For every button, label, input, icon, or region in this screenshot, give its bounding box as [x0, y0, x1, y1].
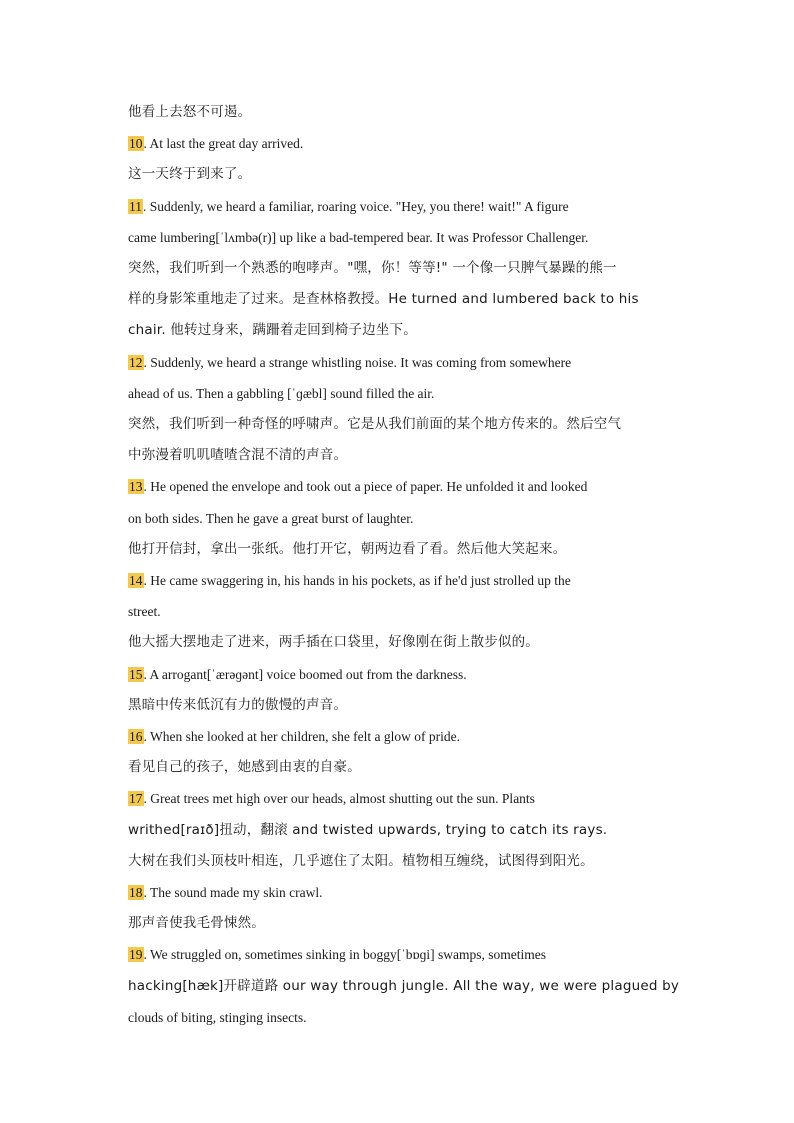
line-text: 这一天终于到来了。: [128, 166, 252, 183]
line-text: 突然，我们听到一个熟悉的咆哮声。"嘿，你！等等!" 一个像一只脾气暴躁的熊一: [128, 260, 617, 277]
text-line: [128, 1002, 668, 1033]
line-text: . We struggled on, sometimes sinking in boggy[ˈbɒɡi] swamps, sometimes: [143, 947, 546, 963]
line-text: 黑暗中传来低沉有力的傲慢的声音。: [128, 696, 348, 713]
sentence-line: [128, 659, 668, 690]
line-text: 中弥漫着叽叽喳喳含混不清的声音。: [128, 447, 348, 464]
sentence-line: [128, 877, 668, 908]
text-line: [128, 815, 668, 846]
sentence-number: 11: [129, 198, 142, 214]
line-text: 大树在我们头顶枝叶相连，几乎遮住了太阳。植物相互缠绕，试图得到阳光。: [128, 852, 594, 869]
line-text: street.: [128, 604, 161, 620]
line-text: . The sound made my skin crawl.: [143, 885, 323, 901]
sentence-number: 16: [129, 729, 143, 745]
line-text: writhed[raɪð]扭动，翻滚 and twisted upwards, trying to catch its rays.: [128, 821, 608, 838]
line-text: 那声音使我毛骨悚然。: [128, 915, 265, 932]
text-line: [128, 253, 668, 284]
line-text: 他大摇大摆地走了进来，两手插在口袋里，好像刚在街上散步似的。: [128, 634, 539, 651]
line-text: 他打开信封，拿出一张纸。他打开它，朝两边看了看。然后他大笑起来。: [128, 540, 567, 557]
line-text: 突然，我们听到一种奇怪的呼啸声。它是从我们前面的某个地方传来的。然后空气: [128, 416, 622, 433]
sentence-line: [128, 721, 668, 752]
line-text: clouds of biting, stinging insects.: [128, 1009, 307, 1025]
sentence-number: 18: [129, 885, 143, 901]
text-line: [128, 534, 668, 565]
text-line: [128, 159, 668, 190]
sentence-line: [128, 471, 668, 502]
sentence-number: 14: [129, 573, 143, 589]
sentence-line: [128, 783, 668, 814]
text-line: [128, 596, 668, 627]
line-text: . Great trees met high over our heads, almost shutting out the sun. Plants: [143, 791, 535, 807]
sentence-number: 13: [129, 479, 143, 495]
sentence-line: [128, 939, 668, 970]
text-line: [128, 222, 668, 253]
text-line: [128, 690, 668, 721]
text-line: [128, 627, 668, 658]
line-text: hacking[hæk]开辟道路 our way through jungle. All the way, we were plagued by: [128, 977, 680, 994]
text-line: [128, 440, 668, 471]
text-line: [128, 409, 668, 440]
text-line: [128, 908, 668, 939]
line-text: chair. 他转过身来，蹒跚着走回到椅子边坐下。: [128, 322, 417, 339]
text-line: [128, 971, 680, 1002]
sentence-number: 19: [129, 947, 143, 963]
line-text: 看见自己的孩子，她感到由衷的自豪。: [128, 759, 361, 776]
document-body: [128, 97, 680, 1033]
line-text: ahead of us. Then a gabbling [ˈɡæbl] sound filled the air.: [128, 385, 435, 401]
text-line: [128, 752, 668, 783]
line-text: . Suddenly, we heard a strange whistling noise. It was coming from somewhere: [143, 354, 572, 370]
line-text: . He opened the envelope and took out a piece of paper. He unfolded it and looked: [143, 479, 588, 495]
sentence-number: 17: [129, 791, 143, 807]
line-text: . At last the great day arrived.: [143, 136, 304, 152]
text-line: [128, 315, 668, 346]
sentence-line: [128, 347, 668, 378]
line-text: . When she looked at her children, she felt a glow of pride.: [143, 729, 461, 745]
line-text: . Suddenly, we heard a familiar, roaring voice. "Hey, you there! wait!" A figure: [143, 198, 569, 214]
sentence-number: 10: [129, 136, 143, 152]
line-text: . A arrogant[ˈærəɡənt] voice boomed out from the darkness.: [143, 666, 467, 682]
line-text: 他看上去怒不可遏。: [128, 104, 252, 120]
text-line: [128, 378, 668, 409]
sentence-line: [128, 191, 668, 222]
line-text: 样的身影笨重地走了过来。是查林格教授。He turned and lumbered back to his: [128, 291, 639, 308]
sentence-line: [128, 565, 668, 596]
text-line: [128, 284, 668, 315]
text-line: [128, 97, 668, 128]
line-text: . He came swaggering in, his hands in his pockets, as if he'd just strolled up the: [143, 573, 571, 589]
sentence-number: 15: [129, 666, 143, 682]
sentence-line: [128, 128, 668, 159]
text-line: [128, 846, 668, 877]
line-text: came lumbering[ˈlʌmbə(r)] up like a bad-tempered bear. It was Professor Challenger.: [128, 229, 589, 245]
line-text: on both sides. Then he gave a great burst of laughter.: [128, 510, 414, 526]
sentence-number: 12: [129, 354, 143, 370]
text-line: [128, 503, 668, 534]
